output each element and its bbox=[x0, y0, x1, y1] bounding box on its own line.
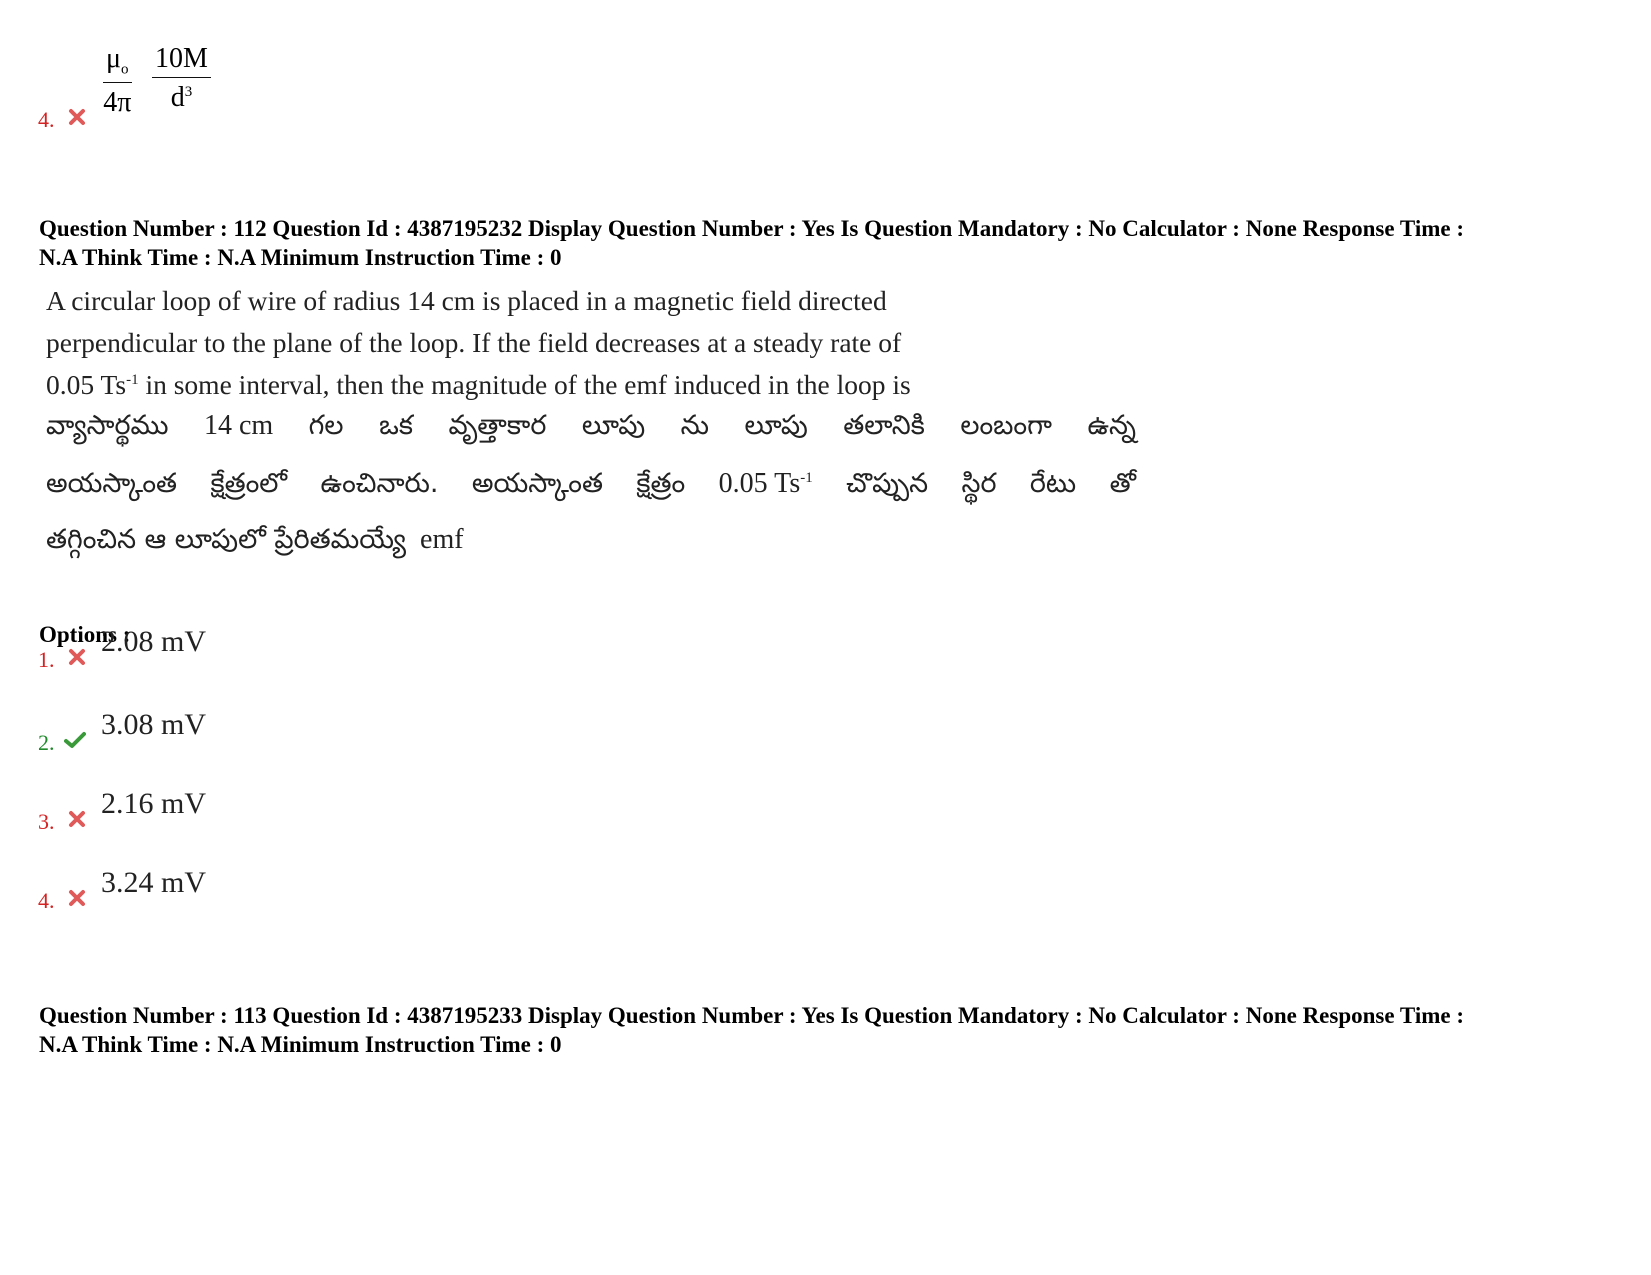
question-112-meta bbox=[39, 214, 1619, 272]
question-en-rate-sup: -1 bbox=[126, 372, 139, 388]
question-te-word: రేటు bbox=[1029, 468, 1077, 499]
question-113-meta-line2: N.A Think Time : N.A Minimum Instruction Time : 0 bbox=[39, 1032, 562, 1057]
question-112-meta-line2: N.A Think Time : N.A Minimum Instruction Time : 0 bbox=[39, 245, 562, 270]
formula-10m: 10M bbox=[152, 45, 211, 78]
question-te-word: తో bbox=[1109, 468, 1136, 499]
question-te-line1 bbox=[46, 410, 1136, 448]
question-en-line3 bbox=[46, 364, 1136, 406]
formula-right-fraction bbox=[152, 45, 211, 112]
question-te-rate bbox=[719, 468, 813, 500]
question-te-word: వ్యాసార్థము bbox=[46, 410, 169, 441]
cross-icon bbox=[68, 108, 86, 126]
prev-option-number: 4. bbox=[38, 107, 55, 132]
question-te-rate-sup: -1 bbox=[800, 470, 813, 486]
options-label: Options : bbox=[39, 622, 131, 647]
question-112-text-te bbox=[46, 410, 1136, 570]
cross-icon bbox=[68, 810, 86, 828]
question-te-line3-emf: emf bbox=[420, 524, 464, 555]
question-en-line1: A circular loop of wire of radius 14 cm is placed in a magnetic field directed bbox=[46, 285, 887, 316]
formula-left-fraction bbox=[103, 45, 132, 117]
option-number: 3. bbox=[38, 809, 55, 834]
question-en-rate: 0.05 Ts bbox=[46, 369, 127, 400]
option-text: 2.08 mV bbox=[101, 625, 206, 658]
formula-d: d bbox=[170, 82, 185, 113]
question-te-word: క్షేత్రంలో bbox=[210, 468, 288, 499]
option-text: 3.08 mV bbox=[101, 708, 206, 741]
question-113-meta bbox=[39, 1001, 1619, 1059]
question-en-rest: in some interval, then the magnitude of the emf induced in the loop is bbox=[138, 369, 911, 400]
option-number: 1. bbox=[38, 647, 55, 672]
question-te-line2 bbox=[46, 468, 1136, 506]
option-number: 4. bbox=[38, 888, 55, 913]
cross-icon bbox=[68, 889, 86, 907]
question-112-text-en bbox=[46, 280, 1136, 406]
question-te-word: 14 cm bbox=[203, 410, 274, 441]
option-number: 2. bbox=[38, 730, 55, 755]
question-te-line3-text: తగ్గించిన ఆ లూపులో ప్రేరితమయ్యే bbox=[46, 524, 407, 555]
question-te-word: ఒక bbox=[379, 410, 413, 441]
option-text: 3.24 mV bbox=[101, 866, 206, 899]
question-te-word: గల bbox=[308, 410, 344, 441]
question-te-word: ఉంచినారు. bbox=[320, 468, 439, 499]
question-te-word: క్షేత్రం bbox=[636, 468, 686, 499]
question-te-word: ఉన్న bbox=[1087, 410, 1136, 441]
option-text: 2.16 mV bbox=[101, 787, 206, 820]
question-te-word: వృత్తాకార bbox=[448, 410, 547, 441]
question-te-word: ను bbox=[680, 410, 709, 441]
cross-icon bbox=[68, 648, 86, 666]
question-113-meta-line1: Question Number : 113 Question Id : 4387195233 Display Question Number : Yes Is Question Mandatory : No Calculator : None Response Time : bbox=[39, 1003, 1465, 1028]
question-112-meta-line1: Question Number : 112 Question Id : 4387195232 Display Question Number : Yes Is Question Mandatory : No Calculator : None Response Time : bbox=[39, 216, 1465, 241]
question-te-word: అయస్కాంత bbox=[471, 468, 603, 499]
question-te-word: అయస్కాంత bbox=[46, 468, 178, 499]
formula-mu-sub: o bbox=[121, 61, 129, 78]
question-te-word: లూపు bbox=[581, 410, 646, 441]
question-te-word: స్థిర bbox=[961, 468, 997, 499]
question-te-word: లూపు bbox=[744, 410, 808, 441]
formula-d-sup: 3 bbox=[184, 84, 193, 100]
question-te-word: చొప్పున bbox=[846, 468, 929, 499]
question-te-word: తలానికి bbox=[843, 410, 925, 441]
check-icon bbox=[64, 731, 86, 749]
question-te-rate-value: 0.05 Ts bbox=[718, 468, 801, 499]
formula-mu: μ bbox=[106, 43, 122, 74]
question-te-word: లంబంగా bbox=[960, 410, 1052, 441]
question-te-line3 bbox=[46, 524, 1136, 562]
formula-4pi: 4π bbox=[103, 86, 132, 118]
question-en-line2: perpendicular to the plane of the loop. If the field decreases at a steady rate of bbox=[46, 327, 902, 358]
